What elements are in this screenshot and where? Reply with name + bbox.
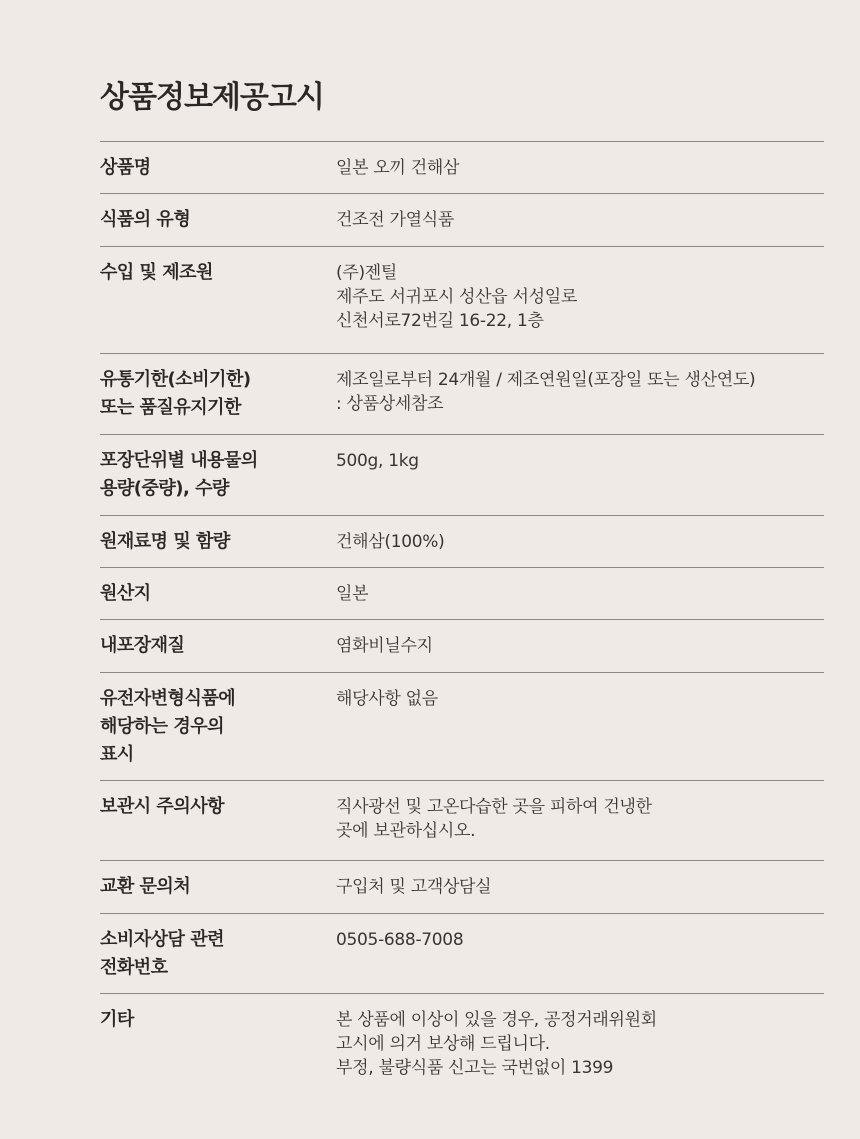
row-label: 기타 <box>100 1009 134 1030</box>
row-label: 소비자상담 관련 전화번호 <box>100 929 224 978</box>
table-row <box>100 142 824 194</box>
table-row <box>100 247 824 354</box>
row-label: 식품의 유형 <box>100 209 191 230</box>
row-value: 건해삼(100%) <box>336 532 445 552</box>
row-label: 유전자변형식품에 해당하는 경우의 표시 <box>100 688 236 765</box>
table-row <box>100 194 824 247</box>
page-title: 상품정보제공고시 <box>100 80 324 115</box>
table-row <box>100 914 824 994</box>
row-label: 수입 및 제조원 <box>100 262 213 283</box>
row-value: 직사광선 및 고온다습한 곳을 피하여 건냉한 곳에 보관하십시오. <box>336 797 652 841</box>
row-label: 포장단위별 내용물의 용량(중량), 수량 <box>100 450 258 499</box>
row-label: 보관시 주의사항 <box>100 796 224 817</box>
table-row <box>100 620 824 673</box>
row-value: 본 상품에 이상이 있을 경우, 공정거래위원회 고시에 의거 보상해 드립니다. 부정, 불량식품 신고는 국번없이 1399 <box>336 1010 657 1078</box>
row-label: 원재료명 및 함량 <box>100 531 230 552</box>
row-label: 상품명 <box>100 157 151 178</box>
table-row <box>100 435 824 516</box>
row-value: 구입처 및 고객상담실 <box>336 877 492 897</box>
row-label: 원산지 <box>100 583 151 604</box>
table-row <box>100 354 824 435</box>
row-label: 교환 문의처 <box>100 876 191 897</box>
table-row <box>100 861 824 914</box>
product-info-table <box>100 141 824 1104</box>
row-value: 일본 <box>336 584 369 604</box>
table-row <box>100 516 824 568</box>
table-row <box>100 994 824 1104</box>
row-value: 해당사항 없음 <box>336 689 438 709</box>
row-value: 건조전 가열식품 <box>336 210 454 230</box>
table-row <box>100 781 824 861</box>
row-value: 0505-688-7008 <box>336 930 464 950</box>
row-label: 내포장재질 <box>100 635 185 656</box>
row-value: 500g, 1kg <box>336 451 419 471</box>
table-row <box>100 568 824 620</box>
row-value: (주)젠틸 제주도 서귀포시 성산읍 서성일로 신천서로72번길 16-22, 1층 <box>336 263 578 331</box>
row-value: 일본 오끼 건해삼 <box>336 158 460 178</box>
row-value: 제조일로부터 24개월 / 제조연원일(포장일 또는 생산연도) : 상품상세참조 <box>336 370 756 414</box>
row-label: 유통기한(소비기한) 또는 품질유지기한 <box>100 369 251 418</box>
row-value: 염화비닐수지 <box>336 636 433 656</box>
table-row <box>100 673 824 781</box>
